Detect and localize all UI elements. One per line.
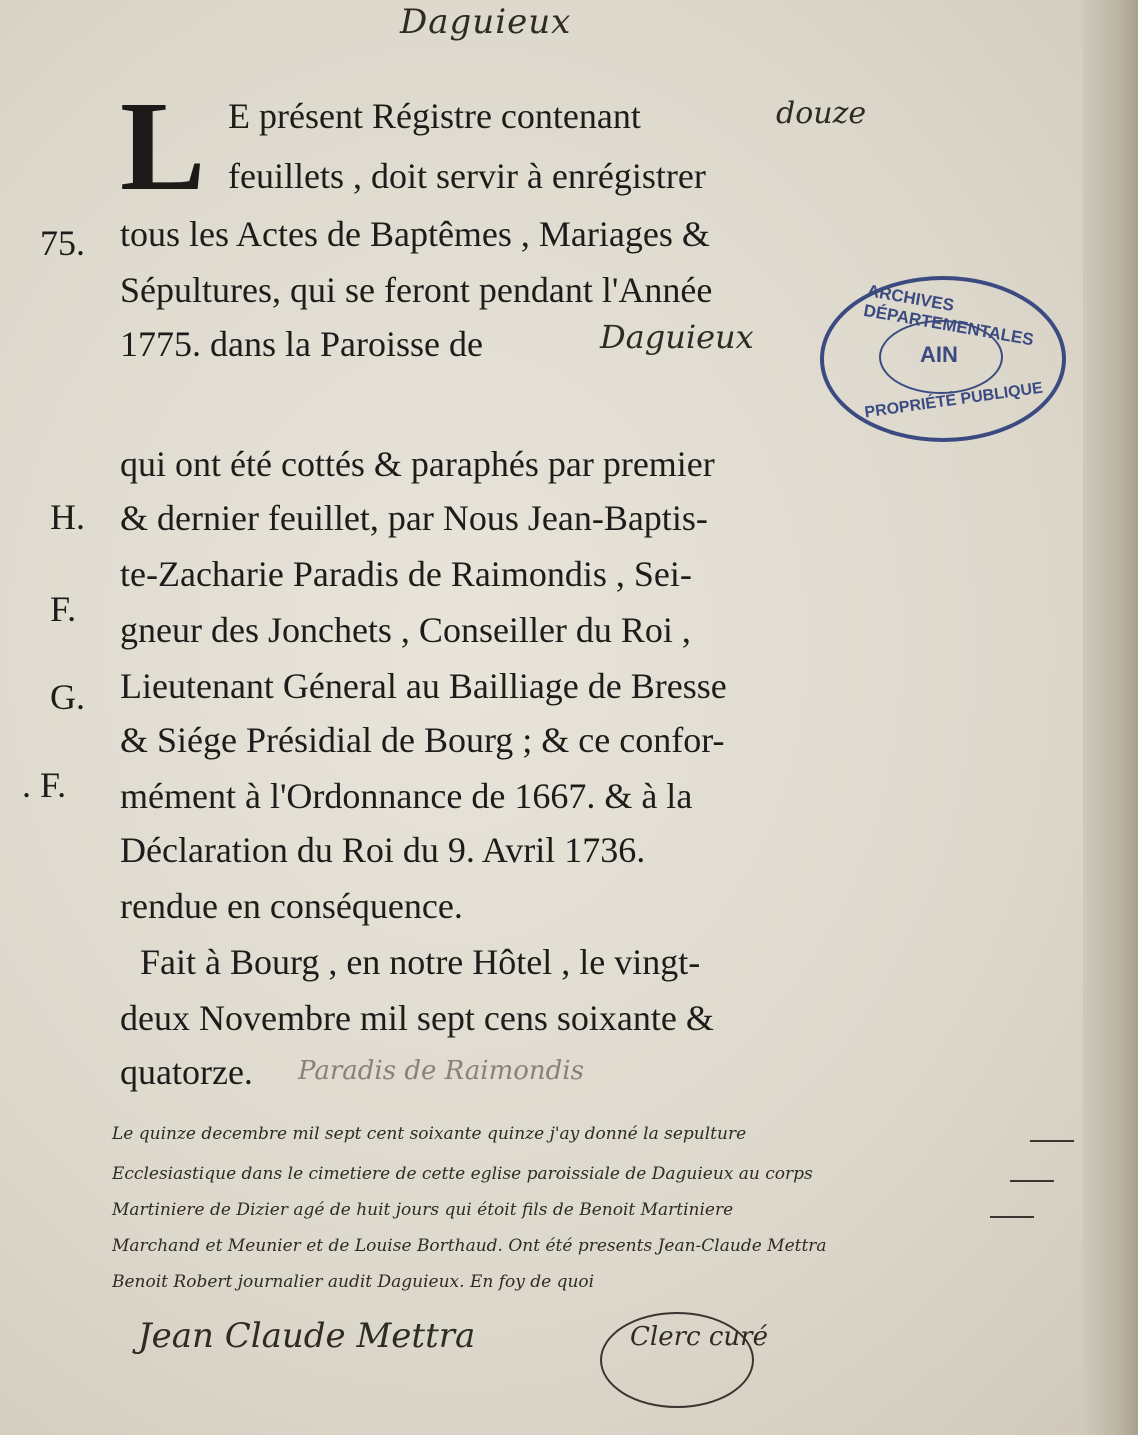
printed-line-2: feuillets , doit servir à enrégistrer <box>228 156 706 196</box>
margin-letter-h: H. <box>50 497 85 537</box>
printed-line-5: 1775. dans la Paroisse de <box>120 324 483 364</box>
margin-letter-f-2: . F. <box>22 765 67 805</box>
entry-line-4: Marchand et Meunier et de Louise Borthaud. Ont été presents Jean-Claude Mettra <box>112 1236 827 1256</box>
printed-line-6: qui ont été cottés & paraphés par premier <box>120 444 715 484</box>
handwritten-parish-name: Daguieux <box>400 2 572 42</box>
handwritten-count: douze <box>776 96 867 131</box>
printed-line-10: Lieutenant Géneral au Bailliage de Bresse <box>120 666 727 706</box>
line-filler-dash <box>990 1216 1034 1218</box>
handwritten-parish: Daguieux <box>600 318 754 356</box>
archive-stamp <box>820 276 1066 442</box>
printed-line-12: mément à l'Ordonnance de 1667. & à la <box>120 776 693 816</box>
printed-line-1: E présent Régistre contenant <box>228 96 641 136</box>
drop-capital: L <box>120 75 206 217</box>
stamp-top-text: ARCHIVES DÉPARTEMENTALES <box>862 281 1036 350</box>
entry-line-2: Ecclesiastique dans le cimetiere de cette eglise paroissiale de Daguieux au corps <box>112 1164 813 1184</box>
faded-signature: Paradis de Raimondis <box>298 1056 584 1086</box>
margin-letter-g: G. <box>50 677 85 717</box>
entry-line-3: Martiniere de Dizier agé de huit jours qui étoit fils de Benoit Martiniere <box>112 1200 734 1220</box>
stamp-middle-text: AIN <box>920 342 958 367</box>
entry-line-5: Benoit Robert journalier audit Daguieux. En foy de quoi <box>112 1272 595 1292</box>
margin-letter-f: F. <box>50 589 77 629</box>
entry-line-1: Le quinze decembre mil sept cent soixante quinze j'ay donné la sepulture <box>112 1124 747 1144</box>
printed-line-17: quatorze. <box>120 1052 253 1092</box>
curate-signature: Clerc curé <box>630 1322 768 1352</box>
printed-line-4: Sépultures, qui se feront pendant l'Année <box>120 270 713 310</box>
witness-signature: Jean Claude Mettra <box>138 1316 476 1356</box>
printed-line-9: gneur des Jonchets , Conseiller du Roi , <box>120 610 691 650</box>
printed-line-16: deux Novembre mil sept cens soixante & <box>120 998 714 1038</box>
printed-line-14: rendue en conséquence. <box>120 886 463 926</box>
page-spine <box>1083 0 1138 1435</box>
printed-line-11: & Siége Présidial de Bourg ; & ce confor- <box>120 720 725 760</box>
stamp-bottom-text: PROPRIÉTÉ PUBLIQUE <box>863 379 1044 422</box>
printed-line-13: Déclaration du Roi du 9. Avril 1736. <box>120 830 646 870</box>
printed-line-15: Fait à Bourg , en notre Hôtel , le vingt- <box>140 942 701 982</box>
line-filler-dash <box>1030 1140 1074 1142</box>
printed-line-8: te-Zacharie Paradis de Raimondis , Sei- <box>120 554 692 594</box>
printed-line-7: & dernier feuillet, par Nous Jean-Baptis- <box>120 498 708 538</box>
line-filler-dash <box>1010 1180 1054 1182</box>
printed-line-3: tous les Actes de Baptêmes , Mariages & <box>120 214 710 254</box>
margin-year: 75. <box>40 223 85 263</box>
